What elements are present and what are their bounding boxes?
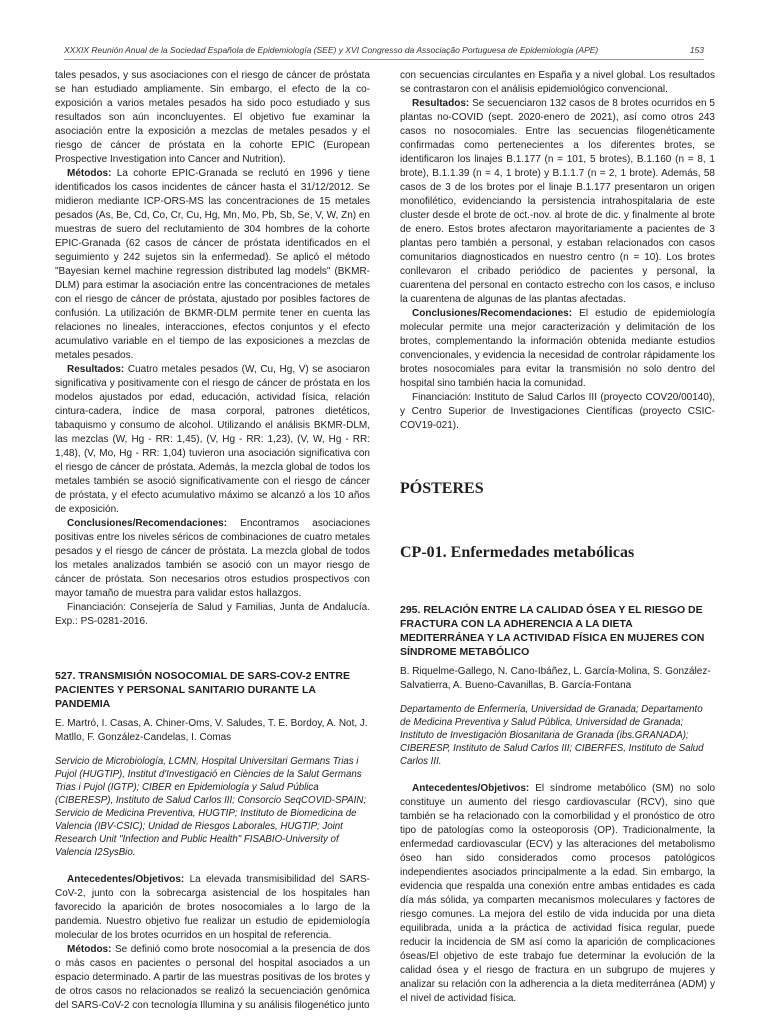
conclusiones-label: Conclusiones/Recomendaciones: — [412, 308, 573, 319]
abstract-295-antecedentes — [400, 782, 715, 1006]
antecedentes-text: La elevada transmisibilidad del SARS-CoV-2, junto con la sobrecarga asistencial de los hospitales han favorecido la aparición de brotes nosocomiales a lo largo de la pandemia. Nuestro objetivo fue realizar un estudio de epidemiología molecular de los brotes ocurridos en un hospital de referencia. — [55, 874, 370, 941]
conclusiones-text: Encontramos asociaciones positivas entre los niveles séricos de combinaciones de cuatro metales pesados y el riesgo de cáncer de próstata. La mezcla global de todos los metales analizados también se asoció con un mayor riesgo de cáncer de próstata. Son necesarios otros estudios prospectivos con mayor tamaño de muestra para validar estos hallazgos. — [55, 518, 370, 599]
abstract-527-affiliation: Servicio de Microbiología, LCMN, Hospital Universitari Germans Trias i Pujol (HUGTIP), Institut d'Investigació en Ciències de la Salut Germans Trias i Pujol (IGTP); CIBER en Epidemiología y Salud Pública (CIBERESP), Instituto de Salud Carlos III; Consorcio SeqCOVID-SPAIN; Servicio de Medicina Preventiva, HUGTIP; Instituto de Biomedicina de Valencia (IBV-CSIC); Unidad de Riesgos Laborales, HUGTIP; Joint Research Unit "Infection and Public Health" FISABIO-University of Valencia I2SysBio. — [55, 756, 367, 858]
section-heading: CP-01. Enfermedades metabólicas — [400, 544, 635, 561]
resultados-label: Resultados: — [412, 98, 470, 109]
abstract-527-antecedentes — [55, 873, 370, 943]
abstract-527-authors: E. Martró, I. Casas, A. Chiner-Oms, V. Saludes, T. E. Bordoy, A. Not, J. Matllo, F. González-Candelas, I. Comas — [55, 718, 368, 743]
financiacion-paragraph: Financiación: Consejería de Salud y Familias, Junta de Andalucía. Exp.: PS-0281-2016. — [55, 602, 370, 627]
abstract-295-title: 295. RELACIÓN ENTRE LA CALIDAD ÓSEA Y EL RIESGO DE FRACTURA CON LA ADHERENCIA A LA DIETA MEDITERRÁNEA Y LA ACTIVIDAD FÍSICA EN MUJERES CON SÍNDROME METABÓLICO — [400, 604, 705, 658]
metodos-text: La cohorte EPIC-Granada se reclutó en 1996 y tiene identificados los casos incidentes de cáncer hasta el 31/12/2012. Se midieron mediante ICP-ORS-MS las concentraciones de 15 metales pesados (As, Be, Cd, Co, Cr, Cu, Hg, Mn, Mo, Pb, Sb, Se, V, W, Zn) en muestras de suero del reclutamiento de 304 hombres de la cohorte EPIC-Granada (62 casos de cáncer de próstata identificados en el seguimiento y 242 sujetos sin la enfermedad). Se aplicó el método "Bayesian kernel machine regression distributed lag models" (BKMR-DLM) para estimar la asociación entre las concentraciones de metales con el riesgo de cáncer de próstata, ajustado por posibles factores de confusión. La utilización de BKMR-DLM permite tener en cuenta las relaciones no lineales, interacciones, efectos conjuntos y el efecto acumulativo variable en el tiempo de las exposiciones a mezclas de metales pesados. — [55, 168, 370, 361]
metodos-text: Se definió como brote nosocomial a la presencia de dos o más casos en pacientes o personal del hospital asociados a un espacio determinado. A partir de las muestras positivas de los brotes y de otros casos no relacionados se realizó la secuenciación genómica del SARS-CoV-2 con tecnología Illumina y su análisis filogenético junto — [55, 944, 370, 1011]
conclusiones-paragraph — [400, 307, 715, 391]
abstract-295-affiliation: Departamento de Enfermería, Universidad de Granada; Departamento de Medicina Preventiva y Salud Pública, Universidad de Granada; Instituto de Investigación Biosanitaria de Granada (ibs.GRANADA); CIBERESP, Instituto de Salud Carlos III; CIBERFES, Instituto de Salud Carlos III. — [400, 704, 704, 767]
posteres-heading: PÓSTERES — [400, 480, 484, 497]
left-column — [55, 69, 370, 1013]
abstract-527-continued: con secuencias circulantes en España y a nivel global. Los resultados se contrastaron con el análisis epidemiológico convencional. — [400, 70, 715, 95]
antecedentes-label: Antecedentes/Objetivos: — [67, 874, 185, 885]
resultados-label: Resultados: — [67, 364, 125, 375]
financiacion-paragraph: Financiación: Instituto de Salud Carlos III (proyecto COV20/00140), y Centro Superior de Investigaciones Científicas (proyecto CSIC-COV19-021). — [400, 392, 715, 431]
header-divider — [64, 59, 704, 60]
resultados-text: Se secuenciaron 132 casos de 8 brotes ocurridos en 5 plantas no-COVID (sept. 2020-enero de 2021), así como otros 243 casos no nosocomiales. Entre las secuencias filogenéticamente confirmadas como pertenecientes a los diferentes brotes, se identificaron los linajes B.1.177 (n = 101, 5 brotes), B.1.160 (n = 8, 1 brote), B.1.1.39 (n = 4, 1 brote) y B.1.1.7 (n = 2, 1 brote). Además, 58 casos de 3 de los brotes por el linaje B.1.177 presentaron un origen monofilético, evidenciando la persistencia intrahospitalaria de este cluster desde el brote de oct.-nov. al brote de dic. y finalmente al brote de enero. Estos brotes afectaron mayoritariamente a pacientes de 3 plantas pero también a personal, y estaban relacionados con casos comunitarios diagnosticados en nuestro centro (n = 10). Los brotes conllevaron el cribado periódico de pacientes y personal, la cuarentena del personal en contacto estrecho con los casos, e incluso la cuarentena de algunas de las plantas afectadas. — [400, 98, 715, 305]
metodos-label: Métodos: — [67, 944, 112, 955]
abstract-527-title: 527. TRANSMISIÓN NOSOCOMIAL DE SARS-COV-2 ENTRE PACIENTES Y PERSONAL SANITARIO DURANTE LA PANDEMIA — [55, 670, 351, 710]
metodos-label: Métodos: — [67, 168, 112, 179]
journal-header-title: XXXIX Reunión Anual de la Sociedad Española de Epidemiología (SEE) y XVI Congresso da Associação Portuguesa de Epidemiologia (APE) — [64, 45, 599, 55]
resultados-paragraph — [400, 97, 715, 307]
page-number: 153 — [689, 45, 704, 55]
resultados-text: Cuatro metales pesados (W, Cu, Hg, V) se asociaron significativa y positivamente con el riesgo de cáncer de próstata en los modelos ajustados por edad, educación, actividad física, relación cintura-cadera, índice de masa corporal, patrones dietéticos, tabaquismo y consumo de alcohol. Utilizando el análisis BKMR-DLM, las mezclas (W, Hg - RR: 1,45), (V, Hg - RR: 1,23), (V, W, Hg - RR: 1,48), (V, Mo, Hg - RR: 1,04) tuvieron una asociación significativa con el riesgo de cáncer de próstata. Además, la mezcla global de todos los metales también se asoció significativamente con el riesgo de cáncer de próstata, y el efecto acumulativo máximo se alcanzó a los 10 años de exposición. — [55, 364, 370, 515]
conclusiones-text: El estudio de epidemiología molecular permite una mejor caracterización y delimitación de los brotes, complementando la información obtenida mediante estudios convencionales, y evidencia la necesidad de controlar rápidamente los brotes nosocomiales para evitar la transmisión no solo dentro del hospital sino también hacia la comunidad. — [400, 308, 715, 389]
conclusiones-label: Conclusiones/Recomendaciones: — [67, 518, 228, 529]
running-header — [64, 43, 704, 57]
abstract-intro-continued: tales pesados, y sus asociaciones con el riesgo de cáncer de próstata se han estudiado ampliamente. Sin embargo, el efecto de la co-exposición a varios metales pesados ha sido poco estudiado y sus resultados son aún inconcluyentes. El objetivo fue examinar la asociación entre la exposición a mezclas de metales pesados y el riesgo de cáncer de próstata en la cohorte EPIC (European Prospective Investigation into Cancer and Nutrition). — [55, 70, 370, 165]
right-column — [400, 69, 715, 1006]
resultados-paragraph — [55, 363, 370, 517]
abstract-527-metodos — [55, 943, 370, 1013]
antecedentes-label: Antecedentes/Objetivos: — [412, 783, 530, 794]
antecedentes-text: El síndrome metabólico (SM) no solo constituye un aumento del riesgo cardiovascular (RCV), sino que también se ha relacionado con la comorbilidad y el pronóstico de otro tipo de patologías como la osteoporosis (OP). Tradicionalmente, la enfermedad cardiovascular (ECV) y las alteraciones del metabolismo óseo han sido considerados como procesos patológicos independientes asociados principalmente a la edad. Sin embargo, la evidencia que respalda una conexión entre ambas entidades es cada día más sólida, ya comparten mecanismos moleculares y factores de riesgo comunes. La mejora del estilo de vida inducida por una dieta equilibrada, unida a la práctica de actividad física regular, puede reducir la incidencia de SM así como la aparición de complicaciones óseas/El objetivo de este trabajo fue determinar la evolución de la calidad ósea y el riesgo de fractura en un subgrupo de mujeres y analizar su relación con la adherencia a la dieta mediterránea (ADM) y el nivel de actividad física. — [400, 783, 715, 1004]
metodos-paragraph — [55, 167, 370, 363]
abstract-295-authors: B. Riquelme-Gallego, N. Cano-Ibáñez, L. García-Molina, S. González-Salvatierra, A. Bueno-Cavanillas, B. García-Fontana — [400, 666, 711, 691]
conclusiones-paragraph — [55, 517, 370, 601]
